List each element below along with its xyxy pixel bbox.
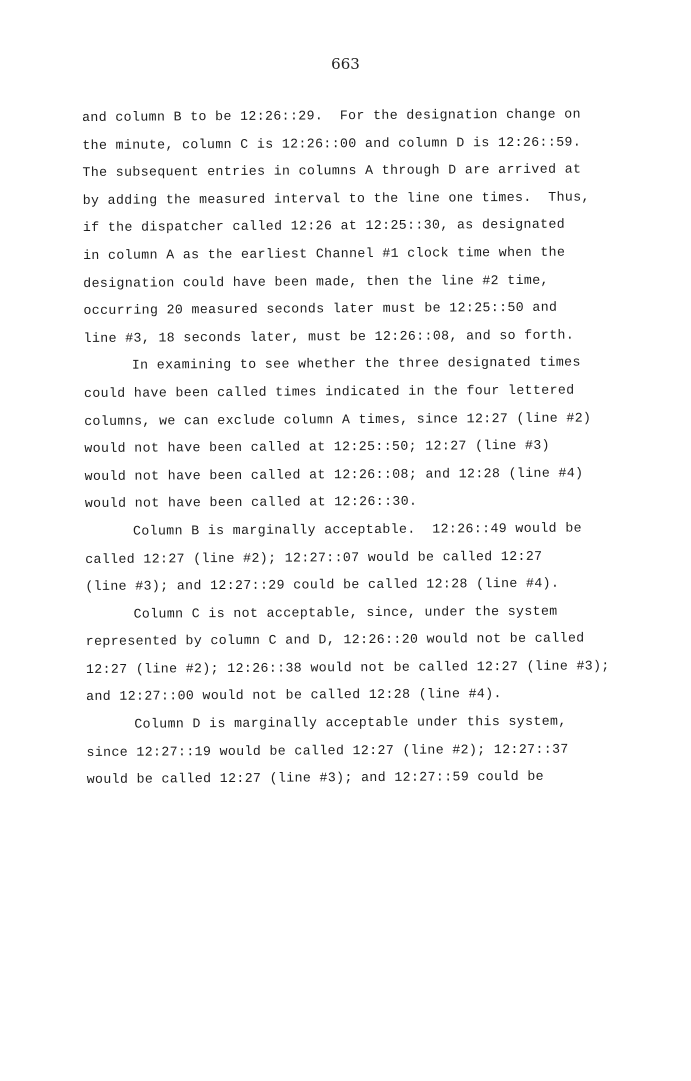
- text-line: represented by column C and D, 12:26::20 would not be called: [85, 630, 585, 650]
- text-line: Column C is not acceptable, since, under the system: [133, 603, 558, 622]
- text-line: could have been called times indicated in the four lettered: [83, 382, 575, 401]
- text-line: Column D is marginally acceptable under this system,: [134, 713, 567, 732]
- text-line: In examining to see whether the three designated times: [131, 354, 581, 374]
- text-line: (line #3); and 12:27::29 could be called 12:28 (line #4).: [85, 575, 560, 595]
- text-line: line #3, 18 seconds later, must be 12:26::08, and so forth.: [83, 327, 575, 346]
- text-line: would be called 12:27 (line #3); and 12:27::59 could be: [86, 769, 545, 788]
- page-number: 663: [331, 55, 360, 73]
- document-body: [82, 100, 647, 794]
- text-line: the minute, column C is 12:26::00 and column D is 12:26::59.: [82, 134, 582, 153]
- text-line: called 12:27 (line #2); 12:27::07 would be called 12:27: [85, 548, 543, 567]
- text-line: columns, we can exclude column A times, since 12:27 (line #2): [84, 409, 592, 429]
- text-line: occurring 20 measured seconds later must be 12:25::50 and: [83, 299, 558, 319]
- text-line: if the dispatcher called 12:26 at 12:25::30, as designated: [82, 217, 566, 236]
- text-line: by adding the measured interval to the line one times. Thus,: [82, 189, 590, 208]
- text-line: in column A as the earliest Channel #1 clock time when the: [83, 244, 566, 263]
- text-line: would not have been called at 12:26::30.: [84, 493, 418, 512]
- text-line: designation could have been made, then the line #2 time,: [83, 272, 549, 291]
- text-line: and column B to be 12:26::29. For the designation change on: [82, 106, 581, 125]
- text-line: would not have been called at 12:25::50; 12:27 (line #3): [84, 437, 551, 457]
- text-line: The subsequent entries in columns A through D are arrived at: [82, 161, 582, 181]
- text-line: would not have been called at 12:26::08; and 12:28 (line #4): [84, 465, 584, 484]
- text-line: Column B is marginally acceptable. 12:26::49 would be: [132, 520, 582, 539]
- text-line: and 12:27::00 would not be called 12:28 (line #4).: [86, 686, 502, 705]
- text-line: 12:27 (line #2); 12:26::38 would not be called 12:27 (line #3);: [85, 658, 610, 677]
- text-line: since 12:27::19 would be called 12:27 (line #2); 12:27::37: [86, 741, 569, 760]
